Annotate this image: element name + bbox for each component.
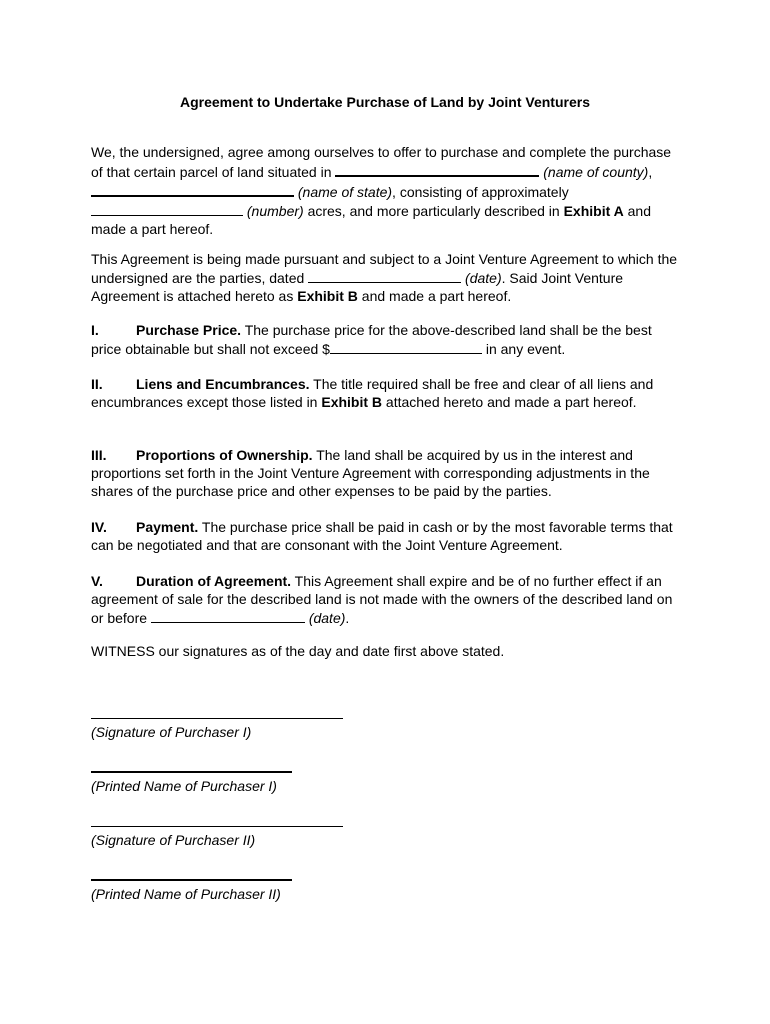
- county-blank[interactable]: [335, 161, 539, 177]
- section-title: Proportions of Ownership.: [136, 447, 313, 463]
- intro-text-3: , consisting of approximately: [392, 184, 569, 200]
- signature-label-purchaser-2: (Signature of Purchaser II): [91, 832, 256, 848]
- section-text-end: attached hereto and made a part hereof.: [382, 394, 637, 410]
- section-number: II.: [91, 376, 103, 392]
- acreage-hint: (number): [243, 203, 304, 219]
- paragraph-joint-venture: [91, 250, 681, 305]
- section-title: Liens and Encumbrances.: [136, 376, 310, 392]
- intro-text-5: and made a part hereof.: [91, 203, 651, 237]
- jv-text-2: . Said Joint Venture Agreement is attached hereto as: [91, 270, 624, 304]
- signature-line-purchaser-1[interactable]: [91, 718, 343, 719]
- state-hint: (name of state): [294, 184, 393, 200]
- expiry-date-blank[interactable]: [151, 608, 305, 623]
- exhibit-a-ref: Exhibit A: [563, 203, 624, 219]
- printed-name-line-purchaser-2[interactable]: [91, 879, 292, 881]
- section-duration: [91, 572, 681, 627]
- section-purchase-price: [91, 321, 681, 358]
- acreage-blank[interactable]: [91, 201, 243, 216]
- section-text: The purchase price shall be paid in cash or by the most favorable terms that can be negotiated and that are consonant with the Joint Venture Agreement.: [91, 519, 673, 553]
- section-payment: [91, 518, 681, 554]
- exhibit-b-ref: Exhibit B: [297, 288, 358, 304]
- section-text-end: .: [345, 610, 350, 626]
- paragraph-intro: [91, 143, 681, 238]
- jv-text-3: and made a part hereof.: [357, 288, 512, 304]
- section-title: Duration of Agreement.: [136, 573, 292, 589]
- state-blank[interactable]: [91, 181, 294, 197]
- section-number: III.: [91, 447, 107, 463]
- county-hint: (name of county): [539, 164, 649, 180]
- section-text: The purchase price for the above-described land shall be the best price obtainable but shall not exceed $: [91, 322, 652, 357]
- price-blank[interactable]: [330, 339, 482, 354]
- jv-text-1: This Agreement is being made pursuant and subject to a Joint Venture Agreement to which the undersigned are the parties, dated: [91, 251, 678, 286]
- section-number: IV.: [91, 519, 107, 535]
- signature-line-purchaser-2[interactable]: [91, 826, 343, 827]
- intro-text-2: ,: [648, 164, 653, 180]
- exhibit-b-ref: Exhibit B: [321, 394, 383, 410]
- section-text-end: in any event.: [481, 341, 566, 357]
- intro-text-1: We, the undersigned, agree among ourselves to offer to purchase and complete the purchase of that certain parcel of land situated in: [91, 144, 672, 180]
- section-number: V.: [91, 573, 103, 589]
- printed-name-label-purchaser-1: (Printed Name of Purchaser I): [91, 778, 277, 794]
- witness-statement: WITNESS our signatures as of the day and date first above stated.: [91, 643, 505, 659]
- section-text: The title required shall be free and clear of all liens and encumbrances except those listed in: [91, 376, 654, 410]
- document-title: Agreement to Undertake Purchase of Land by Joint Venturers: [180, 94, 590, 110]
- printed-name-line-purchaser-1[interactable]: [91, 771, 292, 773]
- expiry-date-hint: (date): [304, 610, 346, 626]
- intro-text-4: acres, and more particularly described in: [303, 203, 564, 219]
- section-title: Purchase Price.: [136, 322, 242, 338]
- printed-name-label-purchaser-2: (Printed Name of Purchaser II): [91, 886, 281, 902]
- section-title: Payment.: [136, 519, 199, 535]
- section-liens: [91, 375, 681, 411]
- section-text: The land shall be acquired by us in the interest and proportions set forth in the Joint Venture Agreement with corresponding adjustments in the shares of the purchase price and other expenses to be paid by the parties.: [91, 447, 650, 499]
- section-ownership: [91, 446, 681, 500]
- jv-date-blank[interactable]: [308, 268, 461, 283]
- jv-date-hint: (date): [461, 270, 502, 286]
- section-number: I.: [91, 322, 99, 338]
- section-text: This Agreement shall expire and be of no further effect if an agreement of sale for the described land is not made with the owners of the described land on or before: [91, 573, 673, 626]
- signature-label-purchaser-1: (Signature of Purchaser I): [91, 724, 252, 740]
